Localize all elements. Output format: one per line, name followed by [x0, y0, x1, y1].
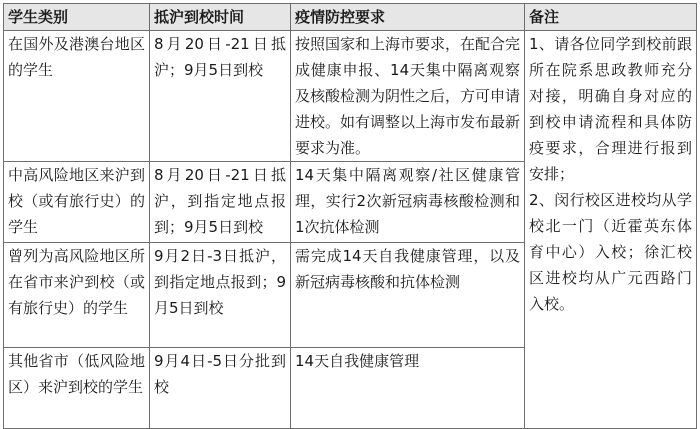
table-header-row [4, 4, 697, 31]
cell-requirement: 需完成14天自我健康管理，以及新冠病毒核酸和抗体检测 [291, 243, 525, 348]
table-row [4, 31, 697, 162]
cell-category: 中高风险地区来沪到校（或有旅行史）的学生 [4, 162, 150, 243]
cell-requirement: 14天自我健康管理 [291, 348, 525, 429]
cell-category: 在国外及港澳台地区的学生 [4, 31, 150, 162]
header-epidemic-requirements: 疫情防控要求 [291, 4, 525, 31]
header-student-category: 学生类别 [4, 4, 150, 31]
cell-arrival: 9月4日-5日分批到校 [150, 348, 291, 429]
cell-requirement: 14天集中隔离观察/社区健康管理，实行2次新冠病毒核酸检测和1次抗体检测 [291, 162, 525, 243]
cell-arrival: 9月2日-3日抵沪，到指定地点报到；9月5日到校 [150, 243, 291, 348]
cell-requirement: 按照国家和上海市要求，在配合完成健康申报、14天集中隔离观察及核酸检测为阴性之后，方可申请进校。如有调整以上海市发布最新要求为准。 [291, 31, 525, 162]
header-notes: 备注 [525, 4, 697, 31]
cell-arrival: 8月20日-21日抵沪；9月5日到校 [150, 31, 291, 162]
cell-category: 其他省市（低风险地区）来沪到校的学生 [4, 348, 150, 429]
cell-arrival: 8月20日-21日抵沪，到指定地点报到；9月5日到校 [150, 162, 291, 243]
arrival-schedule-table [3, 3, 697, 429]
cell-category: 曾列为高风险地区所在省市来沪到校（或有旅行史）的学生 [4, 243, 150, 348]
header-arrival-time: 抵沪到校时间 [150, 4, 291, 31]
cell-note: 1、请各位同学到校前跟所在院系思政教师充分对接，明确自身对应的到校申请流程和具体防疫要求，合理进行报到安排； 2、闵行校区进校均从学校北一门（近霍英东体育中心）入校；徐汇校区进校均从广元西路门入校。 [525, 31, 697, 429]
